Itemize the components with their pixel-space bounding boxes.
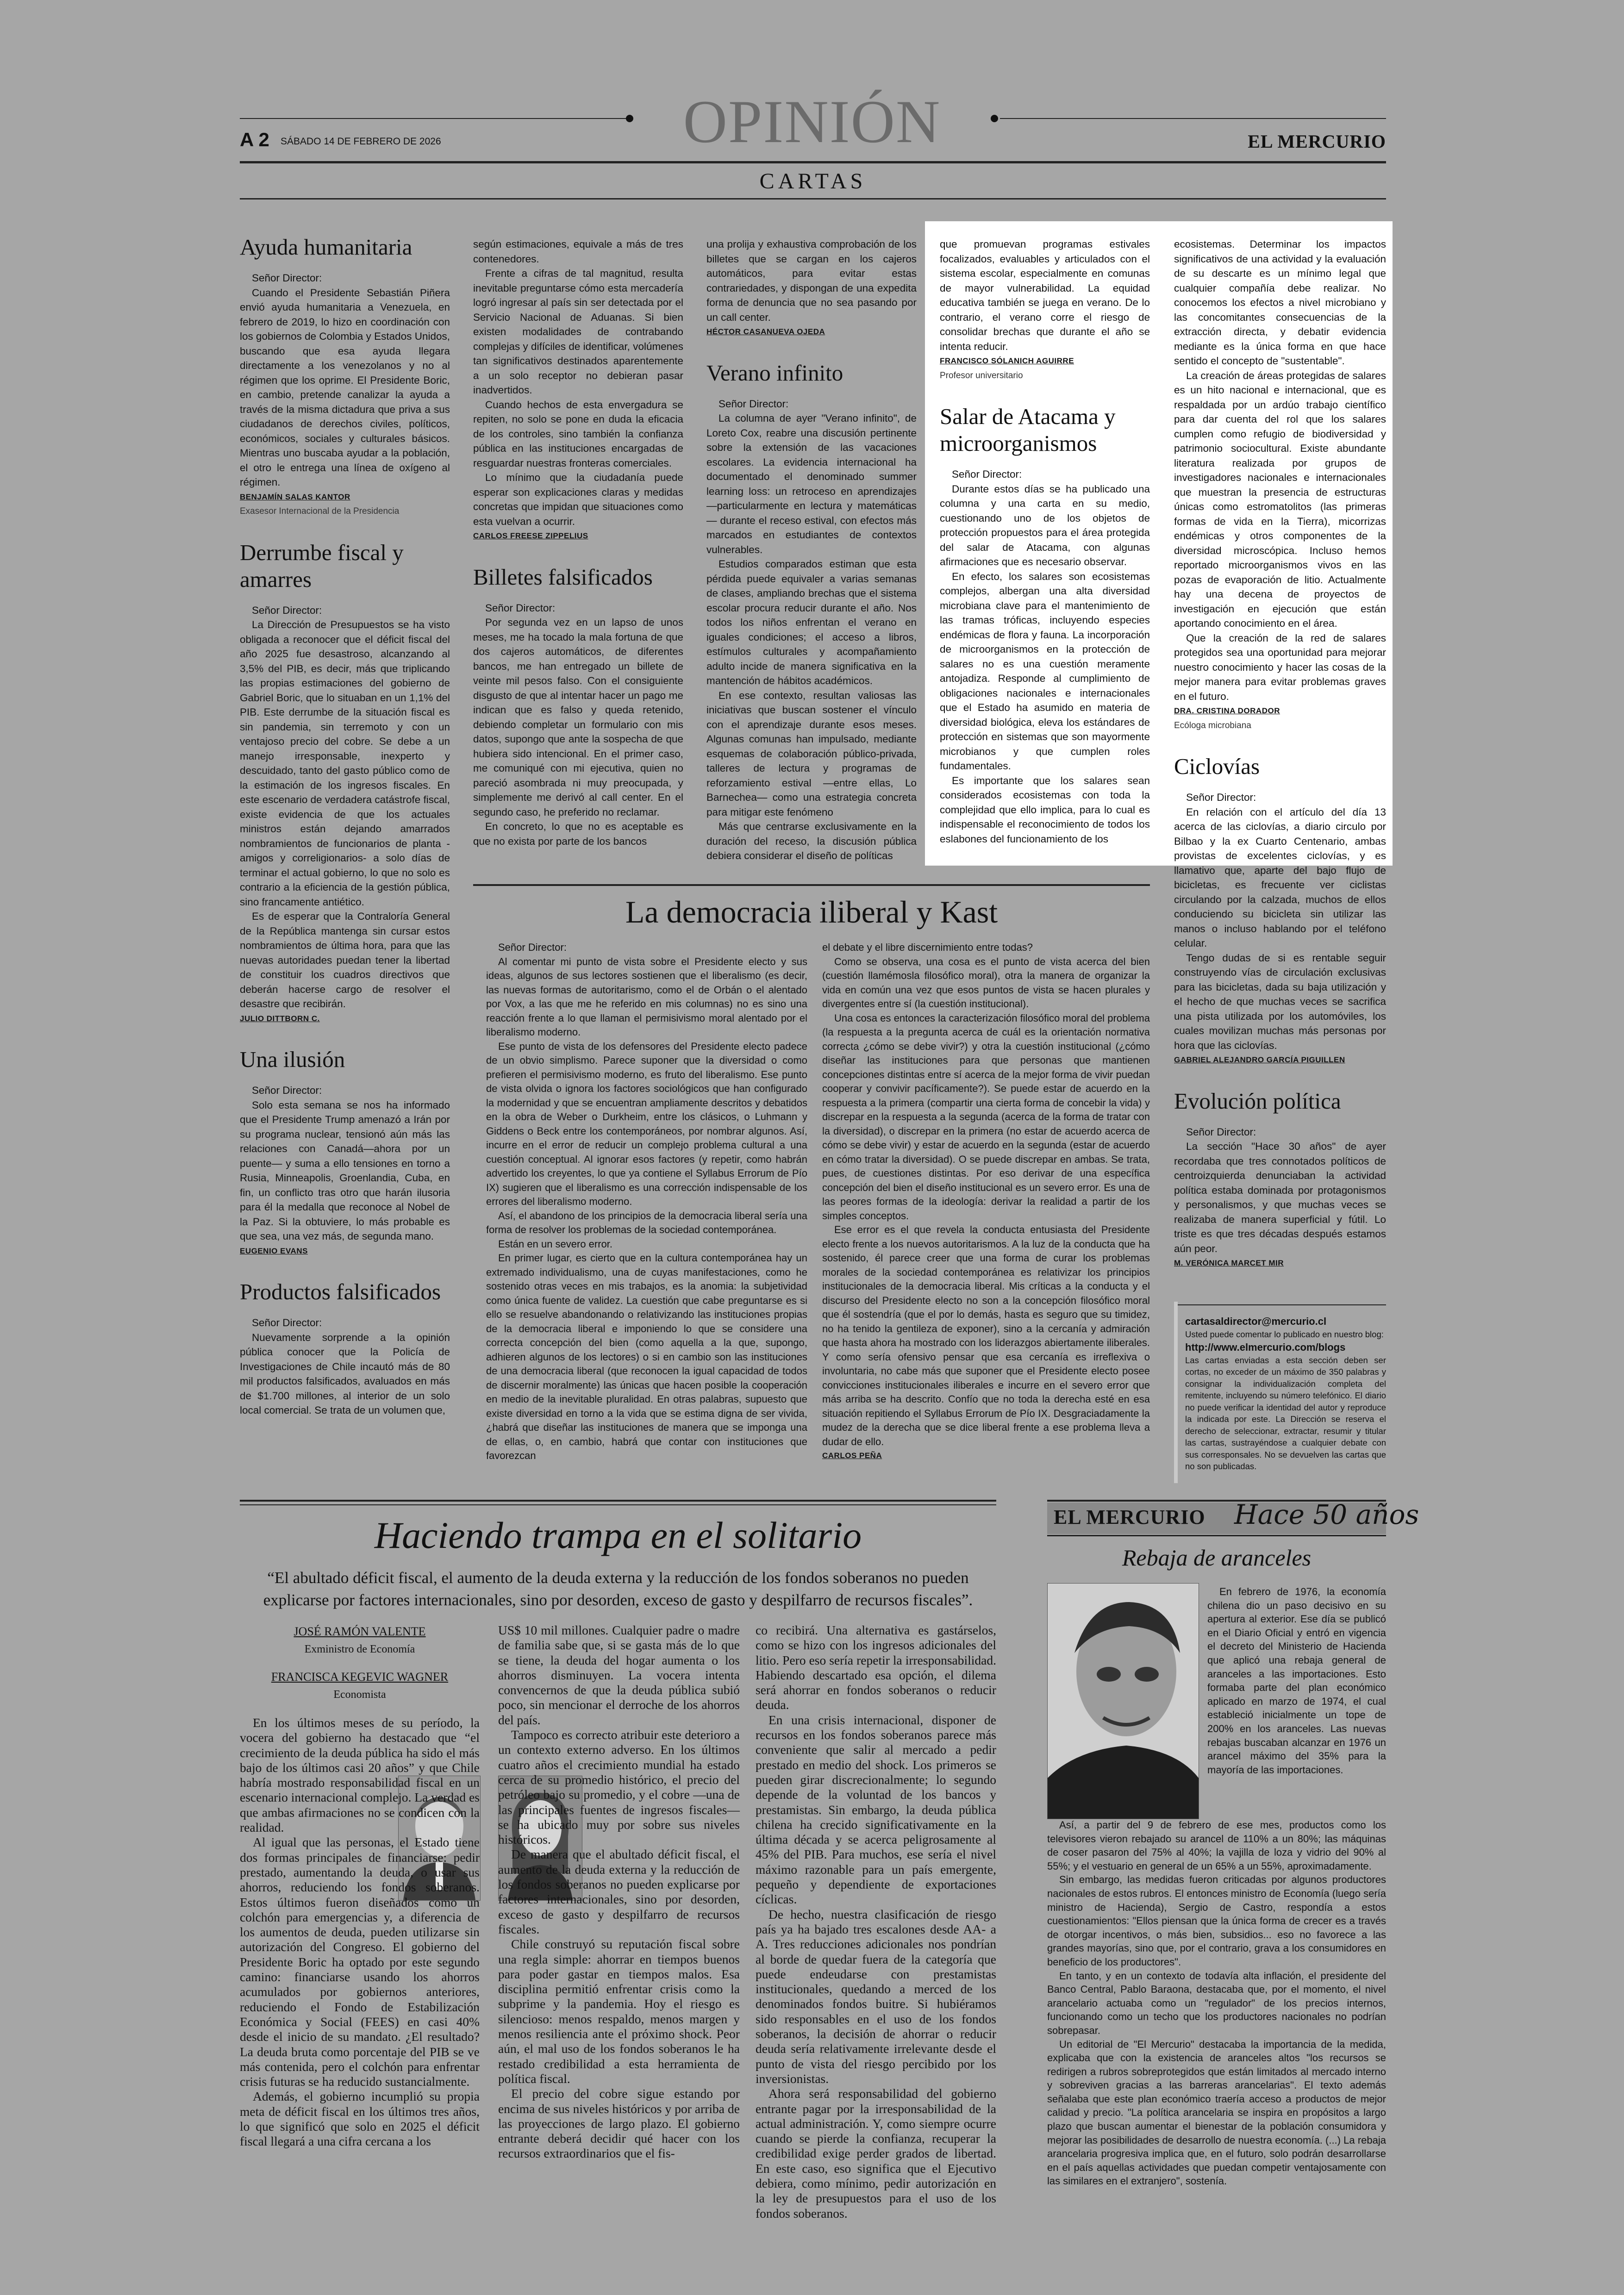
democracia-body: Están en un severo error.: [498, 1238, 613, 1250]
letter-ciclovias: [1174, 753, 1386, 1067]
letter-title: Billetes falsificados: [473, 564, 653, 590]
letter-body: Nuevamente sorprende a la opinión pública conocer que la Policía de Investigaciones de Chile incautó más de 80 mil productos falsificados, avaluados en más de $1.700 millones, al interior de un solo local comercial. Se trata de un volumen que,: [240, 1331, 450, 1416]
letters-policy: Las cartas enviadas a esta sección deben ser cortas, no exceder de un máximo de 350 palabras y consignar la individualización completa del remitente, incluyendo su número telefónico. El diario no puede verificar la identidad del autor y reproduce la indicada por este. La Dirección se reserva el derecho de seleccionar, extractar, resumir y titular las cartas, sustrayéndose a cualquier debate con sus corresponsales. No se devuelven las cartas que no son publicadas.: [1185, 1355, 1386, 1471]
democracia-rule: [473, 884, 1150, 886]
info-box-rule: [1174, 1304, 1386, 1305]
haciendo-body: Al igual que las personas, el Estado tiene dos formas principales de financiarse: pedir prestado, aumentando la deuda, o usar sus ahorros, reduciendo los fondos soberanos. Estos últimos fueron diseñados como un colchón para emergencias y, a diferencia de los aumentos de deuda, pueden utilizarse sin autorización del Congreso. El gobierno del Presidente Boric ha optado por este segundo camino: financiarse usando los ahorros acumulados por gobiernos anteriores, reduciendo el Fondo de Estabilización Económica y Social (FEES) en casi 40% desde el inicio de su mandato. ¿El resultado? La deuda bruta como porcentaje del PIB se ve más contenida, pero el colchón para enfrentar crisis futuras se ha reducido sustancialmente.: [240, 1835, 480, 2089]
letter-body: Por segunda vez en un lapso de unos meses, me ha tocado la mala fortuna de que dos cajeros automáticos, de diferentes bancos, me han entregado un billete de veinte mil pesos falso. Con el consiguiente disgusto de que al intentar hacer un pago me indican que es falso y queda retenido, debiendo completar un formulario con mis datos, supongo que ante la sospecha de que hubiera sido intencional. En el primer caso, me comuniqué con mi ejecutiva, quien no pareció asombrada ni muy preocupada, y simplemente me derivó al call center. En el segundo caso, he preferido no reclamar.: [473, 617, 683, 818]
letter-title: Derrumbe fiscal y amarres: [240, 539, 404, 592]
letter-body: En concreto, lo que no es aceptable es que no exista por parte de los bancos: [473, 821, 683, 847]
hace50-script: Hace 50 años: [1234, 1499, 1419, 1530]
subsection-title: CARTAS: [759, 169, 867, 193]
letter-salutation: Señor Director:: [485, 602, 556, 614]
haciendo-body: US$ 10 mil millones. Cualquier padre o madre de familia sabe que, si se gasta más de lo que se tiene, la deuda del hogar aumenta o los ahorros disminuyen. La vocera intenta convencernos de que la deuda pública subió poco, sin mencionar el derroche de los ahorros del país.: [498, 1623, 740, 1727]
header-rule-right: [1000, 118, 1386, 119]
democracia-column-1: [486, 941, 807, 1474]
letter-ilusion: [240, 1046, 450, 1258]
letter-salutation: Señor Director:: [952, 468, 1022, 480]
democracia-body: Como se observa, una cosa es el punto de vista acerca del bien (cuestión llamémosla filosófico moral), otra la manera de organizar la vida en común una vez que esos puntos de vista se hacen plurales y divergentes entre sí (la cuestión institucional).: [822, 955, 1150, 1010]
letters-column-2: [473, 237, 683, 853]
haciendo-title: Haciendo trampa en el solitario: [374, 1514, 862, 1556]
byline-role-2: Economista: [333, 1689, 386, 1701]
democracia-body: Ese punto de vista de los defensores del Presidente electo padece de un obvio simplismo. Parece suponer que la diversidad o como prefieren el permisivismo moderno, es fruto del liberalismo. Ese punto de vista olvida o ignora los factores sociológicos que han configurado la modernidad y que se encuentran ampliamente descritos y debatidos en la obra de Weber o Durkheim, entre los clásicos, o Luhmann y Giddens o Beck entre los contemporáneos, por nombrar algunos. Así, incurre en el error de reducir un complejo problema cultural a una cuestión conceptual. Al ignorar esos factores (y repetir, como habrán advertido los creyentes, lo que ya contiene el Syllabus Errorum de Pío IX) sugieren que el liberalismo es una corrección indispensable de los errores del liberalismo moderno.: [486, 1040, 807, 1207]
header-rule-left: [240, 118, 627, 119]
letters-column-3: [706, 237, 917, 861]
header-rule-main: [240, 161, 1386, 163]
hace50-brand: EL MERCURIO: [1054, 1506, 1206, 1528]
byline-role-1: Exministro de Economía: [304, 1643, 415, 1655]
blog-url[interactable]: http://www.elmercurio.com/blogs: [1185, 1341, 1346, 1353]
democracia-body: Ese error es el que revela la conducta entusiasta del Presidente electo frente a los nuevos autoritarismos. A la luz de la conducta que ha sostenido, él parece creer que una forma de curar los problemas morales de la sociedad contemporánea es relativizar los principios institucionales de la democracia liberal. Mis críticas a la conducta y el discurso del Presidente electo no son a la concepción filosófico moral que él sostendría (que el por lo demás, hasta es seguro que su timidez, no ha tenido la gentileza de exponer), sino a la cercanía y admiración que hasta ahora ha mostrado con los liderazgos abiertamente iliberales. Y como sería ofensivo pensar que esa cercanía es irreflexiva o involuntaria, no cabe más que suponer que el Presidente electo posee convicciones institucionales iliberales e incurre en el severo error que más arriba se ha descrito. Confío que no toda la derecha esté en esa situación repitiendo el Syllabus Errorum de Pío IX. Desgraciadamente la mudez de la derecha que se dice liberal frente a ese problema lleva a dudar de ello.: [822, 1224, 1150, 1447]
ornament-dot-right: [991, 115, 998, 122]
letter-evolucion: [1174, 1088, 1386, 1271]
letter-salutation: Señor Director:: [252, 604, 322, 616]
haciendo-body: Tampoco es correcto atribuir este deterioro a un contexto externo adverso. En los últimos cuatro años el crecimiento mundial ha estado cerca de su promedio histórico, el precio del petróleo bajo su promedio, y el cobre —una de las principales fuentes de ingresos fiscales— se ha ubicado muy por sobre sus niveles históricos.: [498, 1727, 740, 1847]
hace50-body: Sin embargo, las medidas fueron criticadas por algunos productores nacionales de estos rubros. El entonces ministro de Economía (luego sería ministro de Hacienda), Sergio de Castro, respondía a estos cuestionamientos: "Ellos piensan que la única forma de crecer es a través de otorgar incentivos, o más bien, subsidios... eso no favorece a las grandes mayorías, sino que, por el contrario, grava a los consumidores en beneficio de los productores".: [1047, 1874, 1386, 1968]
letter-author: M. VERÓNICA MARCET MIR: [1174, 1259, 1284, 1267]
letter-derrumbe: [240, 539, 450, 1026]
letter-salutation: Señor Director:: [252, 1317, 322, 1328]
letter-title: Ayuda humanitaria: [240, 234, 412, 260]
letter-verano: [706, 360, 917, 863]
letter-body: Es importante que los salares sean considerados ecosistemas con toda la complejidad que ello implica, para lo cual es indispensable el reconocimiento de todos los eslabones del funcionamiento de los: [940, 774, 1150, 845]
letter-title: Verano infinito: [706, 360, 843, 386]
letter-productos: [240, 1278, 450, 1418]
democracia-title: La democracia iliberal y Kast: [625, 894, 998, 929]
letter-body: La creación de áreas protegidas de salares es un hito nacional e internacional, que es respaldada por un ardúo trabajo científico para dar cuenta del rol que los salares cumplen como refugio de biodiversidad y patrimonio sociocultural. Existe abundante literatura realizada por grupos de investigadores nacionales e internacionales que muestran la presencia de estructuras únicas como estromatolitos (las primeras formas de vida en la Tierra), micorrizas endémicas y otros componentes de la diversidad microscópica. Incluso hemos reportado microorganismos vivos en las pozas de evaporación de litio. Actualmente hay una decena de proyectos de investigación en ejecución que están aportando conocimiento en el área.: [1174, 369, 1386, 629]
letter-author: EUGENIO EVANS: [240, 1246, 308, 1255]
letter-body: En ese contexto, resultan valiosas las iniciativas que buscan sostener el vínculo con el aprendizaje durante esos meses. Algunas comunas han impulsado, mediante esquemas de colaboración público-privada, talleres de lectura y programas de reforzamiento estival —entre ellas, Lo Barnechea— como una estrategia concreta para mitigar este fenómeno: [706, 689, 917, 818]
haciendo-rule-top: [240, 1500, 996, 1502]
letters-column-5: [1174, 237, 1386, 1285]
haciendo-body: De manera que el abultado déficit fiscal, el aumento de la deuda externa y la reducción de los fondos soberanos no pueden explicarse por factores internacionales, sino por desorden, exceso de gasto y despilfarro de recursos fiscales.: [498, 1847, 740, 1936]
letter-salutation: Señor Director:: [1186, 1126, 1256, 1138]
haciendo-column-2: [498, 1623, 740, 2257]
hace50-body: Así, a partir del 9 de febrero de ese mes, productos como los televisores vieron rebajado su arancel de 110% a un 80%; las máquinas de coser pasaron del 75% al 40%; la vajilla de loza y vidrio del 90% al 55%; y el vestuario en general de un 65% a un 55%, aproximadamente.: [1047, 1819, 1386, 1872]
letter-body: En relación con el artículo del día 13 acerca de las ciclovías, a diario circulo por Bilbao y la ex Cuarto Centenario, ambas provistas de excelentes ciclovías, y es llamativo que, aparte del bajo flujo de bicicletas, es frecuente ver ciclistas circulando por la calzada, muchos de ellos conduciendo su bicicleta sin utilizar las manos o incluso hablando por el teléfono celular.: [1174, 806, 1386, 949]
letter-title: Salar de Atacama y microorganismos: [940, 404, 1116, 456]
letter-title: Una ilusión: [240, 1047, 345, 1072]
letter-body: Más que centrarse exclusivamente en la duración del receso, la discusión pública debiera considerar el diseño de políticas: [706, 821, 917, 861]
letter-salar: [940, 403, 1150, 846]
letter-title: Productos falsificados: [240, 1279, 441, 1304]
byline-author-2: FRANCISCA KEGEVIC WAGNER: [271, 1670, 449, 1684]
letter-body: La sección "Hace 30 años" de ayer recordaba que tres connotados políticos de centroizquierda denunciaban la actividad política estaba dominada por protagonismos y personalismos, y que muchas veces se realizaba de manera superficial y fútil. Lo triste es que tres décadas después estamos aún peor.: [1174, 1141, 1386, 1254]
letters-info-box: [1185, 1315, 1386, 1481]
letter-author: GABRIEL ALEJANDRO GARCÍA PIGUILLEN: [1174, 1055, 1345, 1064]
democracia-salutation: Señor Director:: [498, 942, 567, 953]
letter-body: Solo esta semana se nos ha informado que el Presidente Trump amenazó a Irán por su programa nuclear, tensionó aún más las relaciones con Canadá—ahora por un puente— y suma a ello tensiones en torno a Rusia, Minneapolis, Groenlandia, Cuba, en fin, un conflicto tras otro que harán ilusoria para él la medalla que reconoce al Nobel de la Paz. Si la obtuviere, lo más probable es que sea, una vez más, de segunda mano.: [240, 1099, 450, 1242]
letter-author: JULIO DITTBORN C.: [240, 1014, 320, 1023]
letter-body: En efecto, los salares son ecosistemas complejos, albergan una alta diversidad microbiana clave para el mantenimiento de las tramas tróficas, incluyendo especies endémicas de flora y fauna. La incorporación de microorganismos en la protección de salares no es una cuestión meramente antojadiza. Responde al cumplimiento de obligaciones nacionales e internacionales que el Estado ha asumido en materia de diversidad biológica, eleva los estándares de protección en sistemas que son mayormente microbianos y que cumplen roles fundamentales.: [940, 570, 1150, 772]
info-box: [1174, 1302, 1178, 1483]
letter-body: una prolija y exhaustiva comprobación de los billetes que se cargan en los cajeros automáticos, para evitar estas contrariedades, y dispongan de una expedita forma de denuncia que no sea pasando por un call center.: [706, 238, 917, 323]
democracia-column-2: [822, 941, 1150, 1483]
letter-author: FRANCISCO SÓLANICH AGUIRRE: [940, 356, 1074, 365]
letters-email[interactable]: cartasaldirector@mercurio.cl: [1185, 1316, 1327, 1327]
letter-body: Durante estos días se ha publicado una columna y una carta en su medio, cuestionando uno de los objetos de protección propuestos para el área protegida del salar de Atacama, con algunas afirmaciones que es necesario observar.: [940, 483, 1150, 568]
letter-body: Frente a cifras de tal magnitud, resulta inevitable preguntarse cómo esta mercadería logró ingresar al país sin ser detectada por el Servicio Nacional de Aduanas. Si bien existen modalidades de contrabando complejas y difíciles de identificar, volúmenes tan significativos destinados aparentemente a un solo receptor no debieran pasar inadvertidos.: [473, 268, 683, 396]
haciendo-body: Ahora será responsabilidad del gobierno entrante pagar por la irresponsabilidad de la actual administración. Y, como siempre ocurre cuando se pierde la confianza, recuperar la credibilidad exige perder grados de libertad. En este caso, eso significa que el Ejecutivo debiera, como mínimo, pedir autorización en la ley de presupuestos para el uso de los fondos soberanos.: [756, 2086, 996, 2220]
letter-salutation: Señor Director:: [718, 398, 789, 410]
haciendo-body: Además, el gobierno incumplió su propia meta de déficit fiscal en los últimos tres años, lo que significó que solo en 2025 el déficit fiscal llegará a una cifra cercana a los: [240, 2089, 480, 2149]
masthead-brand: EL MERCURIO: [1248, 131, 1386, 152]
letter-body: Que la creación de la red de salares protegidos sea una oportunidad para mejorar nuestro conocimiento y hacer las cosas de la mejor manera para evitar problemas graves en el futuro.: [1174, 632, 1386, 702]
haciendo-body: co recibirá. Una alternativa es gastárselos, como se hizo con los ingresos adicionales del litio. Pero eso sería repetir la irresponsabilidad. Habiendo descartado esa opción, el dilema será ahorrar en fondos soberanos o reducir deuda.: [756, 1623, 996, 1712]
hace50-body: En tanto, y en un contexto de todavía alta inflación, el presidente del Banco Central, Pablo Baraona, destacaba que, por el momento, el nivel arancelario actuaba como un "regulador" de los precios internos, funcionando como un techo que los productores nacionales no podrían sobrepasar.: [1047, 1970, 1386, 2036]
blog-note: Usted puede comentar lo publicado en nuestro blog:: [1185, 1329, 1384, 1339]
democracia-body: Así, el abandono de los principios de la democracia liberal sería una forma de resolver los problemas de la sociedad contemporánea.: [486, 1210, 807, 1235]
letter-body: Lo mínimo que la ciudadanía puede esperar son explicaciones claras y medidas concretas que impidan que situaciones como esta vuelvan a ocurrir.: [473, 472, 683, 527]
letter-body: según estimaciones, equivale a más de tres contenedores.: [473, 238, 683, 265]
hace50-photo: [1047, 1583, 1199, 1819]
letters-column-4: [940, 237, 1150, 857]
haciendo-deck: “El abultado déficit fiscal, el aumento de la deuda externa y la reducción de los fondos soberanos no pueden explicarse por factores internacionales, sino por desorden, exceso de gasto y despilfarro de recursos fiscales”.: [263, 1569, 973, 1609]
letter-author: DRA. CRISTINA DORADOR: [1174, 706, 1280, 715]
letter-author-role: Ecóloga microbiana: [1174, 720, 1251, 730]
page-number: A 2: [240, 129, 269, 150]
letter-title: Evolución política: [1174, 1088, 1341, 1114]
letter-body: Tengo dudas de si es rentable seguir construyendo vías de circulación exclusivas para las bicicletas, dada su baja utilización y el hecho de que muchas veces se sacrifica una pista utilizada por los automóviles, los cuales movilizan muchas más personas por hora que las ciclovías.: [1174, 952, 1386, 1051]
letter-body: Es de esperar que la Contraloría General de la República mantenga sin cursar estos nombramientos de última hora, para que las nuevas autoridades puedan tener la libertad de constituir los cuadros directivos que deberán hacerse cargo de resolver el desastre que recibirán.: [240, 911, 450, 1010]
letter-productos-cont: [473, 237, 683, 543]
byline-author-1: JOSÉ RAMÓN VALENTE: [294, 1625, 426, 1638]
hace50-rule-bottom: [1047, 1535, 1386, 1536]
letter-body: que promuevan programas estivales focalizados, evaluables y articulados con el sistema escolar, especialmente en comunas de mayor vulnerabilidad. La equidad educativa también se juega en verano. De lo contrario, el verano corre el riesgo de consolidar brechas que durante el año se intenta reducir.: [940, 238, 1150, 352]
hace50-body: En febrero de 1976, la economía chilena dio un paso decisivo en su apertura al exterior. Ese día se publicó en el Diario Oficial y entró en vigencia el decreto del Ministerio de Hacienda que aplicó una rebaja general de aranceles a las importaciones. Esto formaba parte del plan económico aplicado en marzo de 1974, el cual estableció inicialmente un tope de 200% en los aranceles. Las nuevas rebajas buscaban alcanzar en 1976 un arancel máximo del 35% para la mayoría de las importaciones.: [1207, 1586, 1386, 1776]
haciendo-body: El precio del cobre sigue estando por encima de sus niveles históricos y por arriba de las proyecciones de largo plazo. El gobierno entrante deberá decidir qué hacer con los recursos extraordinarios que el fis-: [498, 2086, 740, 2161]
letter-body: La Dirección de Presupuestos se ha visto obligada a reconocer que el déficit fiscal del año 2025 fue desastroso, alcanzando al 3,5% del PIB, es decir, más que triplicando las propias estimaciones del gobierno de Gabriel Boric, que lo situaban en un 1,1% del PIB. Este derrumbe de la situación fiscal es sin pandemia, sin terremoto y con un ventajoso precio del cobre. Se debe a un manejo irresponsable, inexperto y descuidado, tanto del gasto público como de la estimación de los ingresos fiscales. En este escenario de verdadera catástrofe fiscal, existe evidencia de que los actuales ministros están dejando amarrados nombramientos de funcionarios de planta -amigos y correligionarios- a solo días de terminar el actual gobierno, lo que no solo es contrario a la eficiencia de la gestión pública, sino francamente antiético.: [240, 619, 450, 908]
democracia-body: Al comentar mi punto de vista sobre el Presidente electo y sus ideas, algunos de sus lectores sostienen que el liberalismo (es decir, las nuevas formas de autoritarismo, como el de Orbán o el alentado por Vox, a las que me he referido en mis columnas) no es sino una reacción frente a lo que llaman el permisivismo moral alentado por el liberalismo moderno.: [486, 955, 807, 1038]
democracia-body: el debate y el libre discernimiento entre todas?: [822, 942, 1033, 953]
letter-body: ecosistemas. Determinar los impactos significativos de una actividad y la evaluación de su descarte es un mínimo legal que cualquier compañía debe realizar. No conocemos los efectos a nivel microbiano y las concomitantes consecuencias de la extracción directa, y debatir evidencia mediante es la única forma en que hace sentido el concepto de "sustentable".: [1174, 238, 1386, 367]
democracia-author: CARLOS PEÑA: [822, 1451, 882, 1460]
letter-author: CARLOS FREESE ZIPPELIUS: [473, 531, 588, 540]
haciendo-body: En los últimos meses de su período, la vocera del gobierno ha destacado que “el crecimiento de la deuda pública ha sido el más bajo de los últimos casi 20 años” y que Chile habría mostrado responsabilidad fiscal en un escenario internacional complejo. La verdad es que ambas afirmaciones no se condicen con la realidad.: [240, 1715, 480, 1835]
letter-salutation: Señor Director:: [252, 272, 322, 284]
haciendo-column-3: [756, 1623, 996, 2257]
democracia-body: En primer lugar, es cierto que en la cultura contemporánea hay un extremado individualismo, una de cuyas manifestaciones, como he sostenido otras veces en mis trabajos, es la anomia: la subjetividad como única fuente de validez. La cuestión que cabe preguntarse es si ello se resuelve abandonando o relativizando las instituciones propias de la democracia liberal e imponiendo lo que se considere una correcta concepción del bien (como aquella a la que, supongo, adhieren algunos de los lectores) o si en cambio son las instituciones de una democracia liberal (que reconocen la igual capacidad de todos de discernir moralmente) las únicas que hacen posible la cooperación en medio de la inevitable pluralidad. En otras palabras, supuesto que existe diversidad en torno a la vida que se estima digna de ser vivida, ¿habrá que diseñar las instituciones de manera que se imponga una de ellas, o, en cambio, habrá que contar con instituciones que favorezcan: [486, 1252, 807, 1461]
page-date: SÁBADO 14 DE FEBRERO DE 2026: [281, 136, 441, 147]
letter-author-role: Profesor universitario: [940, 370, 1023, 380]
letter-body: Cuando el Presidente Sebastián Piñera envió ayuda humanitaria a Venezuela, en febrero de 2019, lo hizo en coordinación con los gobiernos de Colombia y Estados Unidos, buscando que esa ayuda llegara directamente a los venezolanos y no al régimen que los oprime. El Presidente Boric, en cambio, pretende canalizar la ayuda a través de la misma dictadura que priva a sus ciudadanos de derechos civiles, políticos, económicos, sociales y culturales básicos. Mientras uno buscaba ayudar a la población, el otro le entrega una línea de oxígeno al régimen.: [240, 287, 450, 488]
section-title: OPINIÓN: [683, 87, 941, 156]
haciendo-body: En una crisis internacional, disponer de recursos en los fondos soberanos parece más conveniente que salir al mercado a pedir prestado en medio del shock. Los primeros se pueden girar discrecionalmente; lo segundo depende de la voluntad de los bancos y prestamistas. Sin embargo, la deuda pública chilena ha crecido significativamente en la última década y se acerca peligrosamente al 45% del PIB. Para muchos, ese sería el nivel máximo razonable para un país emergente, pequeño y dependiente de exportaciones cíclicas.: [756, 1712, 996, 1907]
letter-billetes: [473, 564, 683, 849]
letter-salutation: Señor Director:: [252, 1085, 322, 1096]
hace50-column-narrow: [1207, 1585, 1386, 1821]
letter-author: BENJAMÍN SALAS KANTOR: [240, 492, 350, 501]
letter-body: La columna de ayer "Verano infinito", de Loreto Cox, reabre una discusión pertinente sobre la extensión de las vacaciones escolares. La evidencia internacional ha documentado el denominado summer learning loss: un retroceso en aprendizajes —particularmente en lectura y matemáticas— durante el receso estival, con efectos más marcados en estudiantes de contextos vulnerables.: [706, 412, 917, 555]
subsection-rule: [240, 198, 1386, 200]
democracia-body: Una cosa es entonces la caracterización filosófico moral del problema (la respuesta a la pregunta acerca de cuál es la orientación normativa correcta ¿cómo se debe vivir?) y otra la cuestión institucional (¿cómo diseñar las instituciones para que personas que mantienen concepciones distintas entre sí acerca de la mejor forma de vivir puedan cooperar y convivir pacíficamente?). Se puede estar de acuerdo en la respuesta a la primera (compartir una cierta forma de concebir la vida) y discrepar en la respuesta a la segunda (acerca de la forma de tratar con la diversidad), o discrepar en la primera (no estar de acuerdo acerca de cómo se debe vivir) y estar de acuerdo en la segunda (estar de acuerdo en cómo tratar la diversidad). O se puede discrepar en ambas. Se trata, pues, de cuestiones distintas. Por eso derivar de una específica concepción del bien el diseño institucional es un severo error. Es una de las peores formas de la ideología: derivar la realidad a partir de los simples conceptos.: [822, 1012, 1150, 1222]
letter-body: Cuando hechos de esta envergadura se repiten, no solo se pone en duda la eficacia de los controles, sino también la confianza pública en las instituciones encargadas de resguardar nuestras fronteras comerciales.: [473, 399, 683, 469]
letter-salutation: Señor Director:: [1186, 792, 1256, 803]
letter-title: Ciclovías: [1174, 754, 1260, 779]
hace50-body: Un editorial de "El Mercurio" destacaba la importancia de la medida, explicaba que con la existencia de aranceles altos "los recursos se redirigen a rubros sobreprotegidos que están limitados al mercado interno y sobreviven gracias a las barreras arancelarias". El texto además señalaba que este plan económico traería acceso a productos de mejor calidad y precio. "La política arancelaria se inspira en propósitos a largo plazo que buscan aumentar el bienestar de la población consumidora y mejorar las posibilidades de desarrollo de nuestra economía. (...) La rebaja arancelaria progresiva implica que, en el futuro, solo podrán desarrollarse en el país aquellas actividades que puedan competir ventajosamente con las similares en el extranjero", sostenía.: [1047, 2038, 1386, 2187]
letters-column-1: [240, 234, 450, 1500]
hace50-title: Rebaja de aranceles: [1122, 1545, 1312, 1571]
letter-body: Estudios comparados estiman que esta pérdida puede equivaler a varias semanas de clases, ampliando brechas que el sistema escolar procura reducir durante el año. Nos todos los niños enfrentan el verano en iguales condiciones; el acceso a libros, estímulos culturales y acompañamiento adulto incide de manera significativa en la mantención de hábitos académicos.: [706, 558, 917, 686]
letter-ayuda: [240, 234, 450, 519]
haciendo-body: Chile construyó su reputación fiscal sobre una regla simple: ahorrar en tiempos buenos para poder gastar en tiempos malos. Esa disciplina permitió enfrentar crisis como la subprime y la pandemia. Hoy el riesgo es silencioso: menos respaldo, menos margen y menos resiliencia ante el próximo shock. Peor aún, el mal uso de los fondos soberanos le ha restado credibilidad a esta herramienta de política fiscal.: [498, 1937, 740, 2086]
ornament-dot-left: [626, 115, 633, 122]
letter-author-role: Exasesor Internacional de la Presidencia: [240, 506, 400, 516]
letter-author: HÉCTOR CASANUEVA OJEDA: [706, 327, 825, 336]
haciendo-rule-top-2: [240, 1504, 996, 1505]
haciendo-body: De hecho, nuestra clasificación de riesgo país ya ha bajado tres escalones desde AA- a A. Tres reducciones adicionales nos pondrían al borde de quedar fuera de la categoría que puede endeudarse con prestamistas institucionales, quedando a merced de los denominados fondos buitre. Si hubiéramos sido responsables en el uso de los fondos soberanos, la decisión de ahorrar o reducir deuda sería relativamente irrelevante desde el punto de vista del riesgo percibido por los inversionistas.: [756, 1907, 996, 2086]
haciendo-column-1: [240, 1715, 480, 2257]
hace50-column-wide: [1047, 1818, 1386, 2258]
